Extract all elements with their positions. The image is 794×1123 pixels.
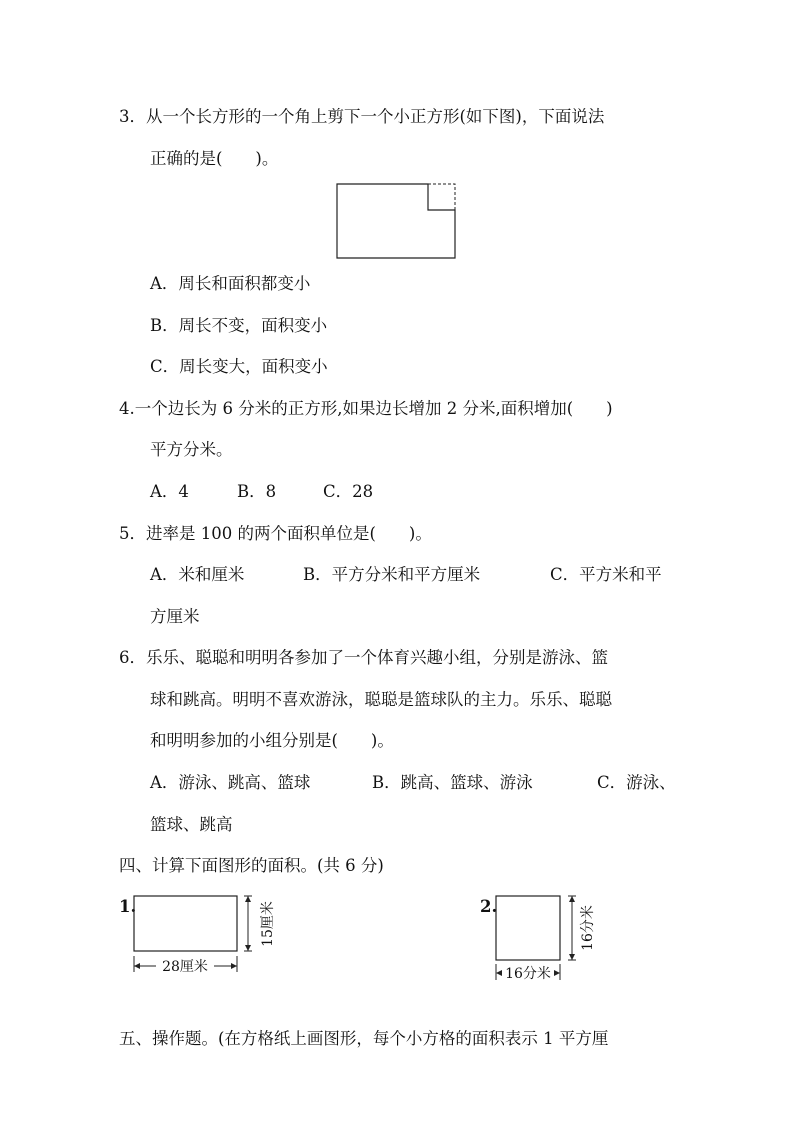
q6-stem-line1: 6．乐乐、聪聪和明明各参加了一个体育兴趣小组，分别是游泳、篮 (119, 648, 608, 667)
q4-option-b: B．8 (237, 482, 277, 501)
q6-stem-line3: 和明明参加的小组分别是( )。 (150, 731, 394, 750)
fig2-square-figure (489, 890, 609, 990)
q3-option-c: C．周长变大，面积变小 (150, 357, 328, 376)
q4-stem-line2: 平方分米。 (150, 440, 233, 459)
fig2-number: 2. (480, 897, 498, 916)
q3-stem-line1: 3．从一个长方形的一个角上剪下一个小正方形(如下图)，下面说法 (119, 107, 605, 126)
fig1-width-label: 28厘米 (162, 959, 208, 975)
q3-cut-square-dashed (428, 184, 455, 210)
q4-option-a: A．4 (150, 482, 189, 501)
q5-option-a: A．米和厘米 (150, 565, 245, 584)
q3-option-b: B．周长不变，面积变小 (150, 316, 328, 335)
q3-cut-rectangle (337, 184, 455, 258)
q3-option-a: A．周长和面积都变小 (150, 274, 311, 293)
fig1-number: 1. (119, 897, 137, 916)
fig1-height-label: 15厘米 (260, 901, 276, 947)
q6-stem-line2: 球和跳高。明明不喜欢游泳，聪聪是篮球队的主力。乐乐、聪聪 (150, 690, 612, 709)
fig2-height-label: 16分米 (580, 905, 596, 951)
q6-option-b: B．跳高、篮球、游泳 (372, 773, 533, 792)
q4-option-c: C．28 (323, 482, 374, 501)
q3-figure (330, 178, 465, 264)
q5-option-c-part2: 方厘米 (150, 607, 200, 626)
q3-stem-line2: 正确的是( )。 (150, 149, 279, 168)
q6-option-a: A．游泳、跳高、篮球 (150, 773, 311, 792)
q5-option-b: B．平方分米和平方厘米 (303, 565, 481, 584)
fig1-rectangle-figure (128, 890, 288, 982)
q6-option-c-part1: C．游泳、 (597, 773, 676, 792)
q6-option-c-part2: 篮球、跳高 (150, 815, 233, 834)
q5-option-c-part1: C．平方米和平 (550, 565, 662, 584)
section4-title: 四、计算下面图形的面积。(共 6 分) (119, 856, 384, 875)
q4-stem-line1: 4.一个边长为 6 分米的正方形,如果边长增加 2 分米,面积增加( ) (119, 399, 613, 418)
fig2-width-label: 16分米 (505, 966, 551, 982)
section5-title: 五、操作题。(在方格纸上画图形，每个小方格的面积表示 1 平方厘 (119, 1029, 609, 1048)
q5-stem: 5．进率是 100 的两个面积单位是( )。 (119, 524, 432, 543)
fig1-rectangle (134, 896, 237, 951)
fig2-square (496, 896, 560, 960)
